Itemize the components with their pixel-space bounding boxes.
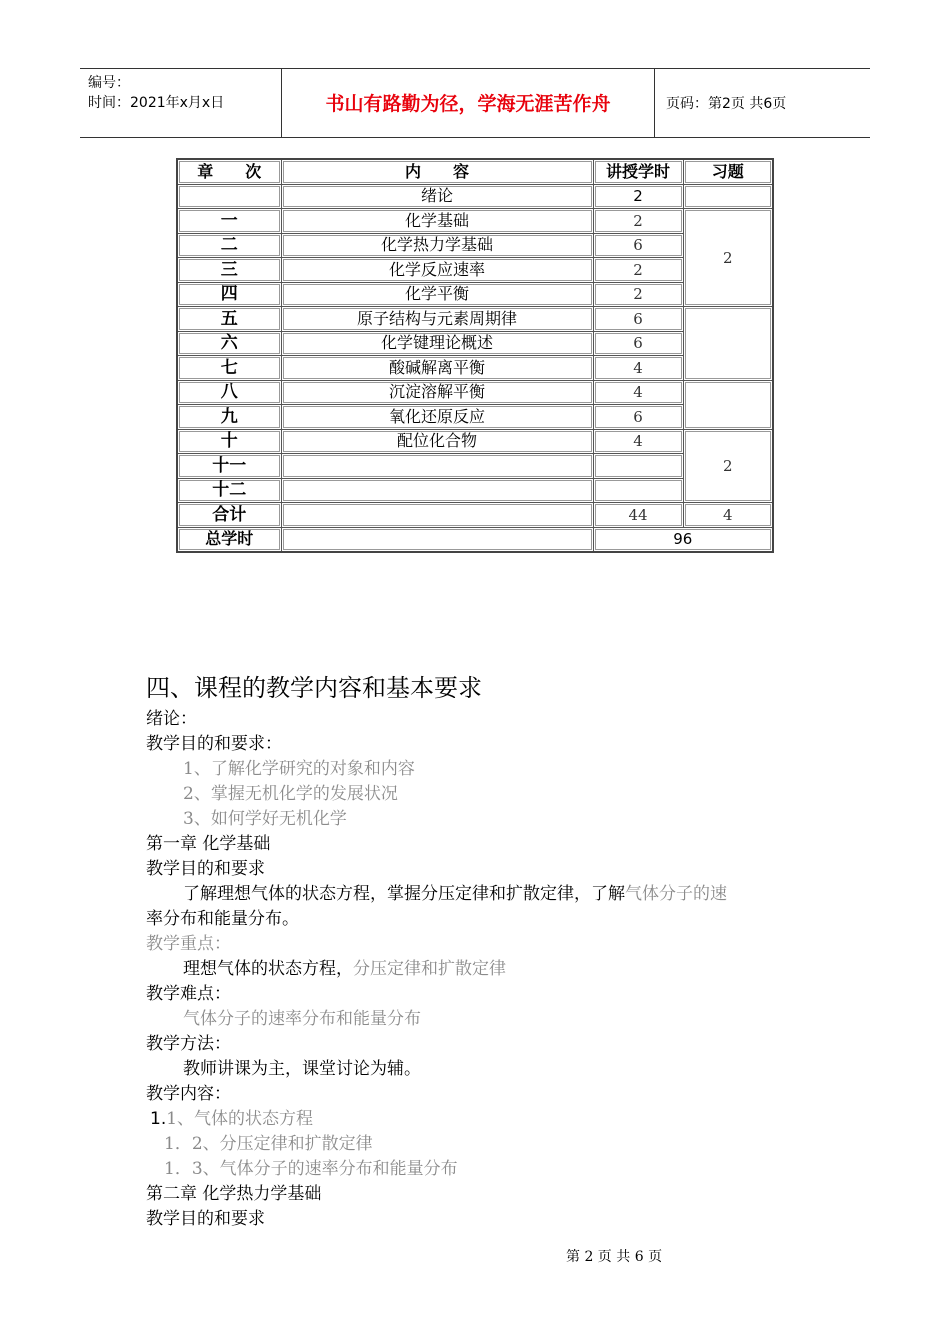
table-row: [177, 209, 773, 234]
key-points-text: [183, 958, 506, 980]
hours-cell: [593, 454, 683, 479]
exercise-cell: [683, 380, 773, 429]
chapter-cell: 八: [177, 380, 281, 405]
table-row: [177, 184, 773, 209]
table-row: [177, 307, 773, 332]
content-cell: 原子结构与元素周期律: [281, 307, 593, 332]
exercise-cell: 2: [683, 429, 773, 503]
grand-total-row: [177, 527, 773, 552]
intro-label: 绪论：: [146, 709, 197, 729]
hours-cell: 6: [593, 331, 683, 356]
exercise-cell: [683, 184, 773, 209]
header-divider: [654, 69, 655, 137]
difficulty-text: 气体分子的速率分布和能量分布: [183, 1009, 421, 1029]
content-cell: 化学热力学基础: [281, 233, 593, 258]
chapter-cell: 二: [177, 233, 281, 258]
grand-total-label: 总学时: [177, 527, 281, 552]
header-motto: 书山有路勤为径，学海无涯苦作舟: [325, 93, 611, 115]
hours-cell: 6: [593, 233, 683, 258]
aims-label: 教学目的和要求：: [146, 734, 282, 754]
chapter-cell: 九: [177, 405, 281, 430]
method-text: 教师讲课为主，课堂讨论为辅。: [183, 1059, 421, 1079]
chapter1-title: 第一章 化学基础: [146, 834, 271, 854]
content-cell: 绪论: [281, 184, 593, 209]
chapter2-title: 第二章 化学热力学基础: [146, 1184, 322, 1204]
hours-cell: 2: [593, 184, 683, 209]
total-label: 合计: [177, 503, 281, 528]
content-cell: 氧化还原反应: [281, 405, 593, 430]
content-cell: [281, 478, 593, 503]
page-footer: 第 2 页 共 6 页: [566, 1249, 663, 1265]
key-text-main: 理想气体的状态方程，: [183, 959, 353, 979]
time-label: 时间：2021年x月x日: [88, 95, 225, 111]
total-hours: 44: [593, 503, 683, 528]
chapter2-aims-label: 教学目的和要求: [146, 1209, 265, 1229]
chapter1-aims-label: 教学目的和要求: [146, 859, 265, 879]
intro-item: 3、如何学好无机化学: [183, 809, 347, 829]
col-header-exercises: 习题: [683, 159, 773, 184]
chapter1-aims-text: [183, 883, 727, 905]
content-item: 1．3、气体分子的速率分布和能量分布: [164, 1159, 458, 1179]
hours-cell: 2: [593, 258, 683, 283]
col-header-chapter: 章 次: [177, 159, 281, 184]
header-page-label: 页码：第2页 共6页: [666, 96, 787, 112]
intro-item: 1、了解化学研究的对象和内容: [183, 759, 415, 779]
content-cell: 配位化合物: [281, 429, 593, 454]
exercise-cell: 2: [683, 209, 773, 307]
key-points-label: 教学重点：: [146, 934, 231, 954]
content-cell: [281, 527, 593, 552]
content-cell: [281, 454, 593, 479]
content-cell: 酸碱解离平衡: [281, 356, 593, 381]
chapter-cell: [177, 184, 281, 209]
content-item: [150, 1108, 313, 1130]
exercise-cell: [683, 307, 773, 381]
aims-text-main: 了解理想气体的状态方程，掌握分压定律和扩散定律，了解: [183, 884, 625, 904]
content-item-text: 1、气体的状态方程: [166, 1109, 314, 1129]
section-title: 四、课程的教学内容和基本要求: [146, 674, 482, 702]
chapter-cell: 四: [177, 282, 281, 307]
content-item-number: 1.: [150, 1109, 167, 1129]
content-cell: 化学基础: [281, 209, 593, 234]
schedule-table: [176, 158, 774, 553]
page-header: [80, 68, 870, 138]
method-label: 教学方法：: [146, 1034, 231, 1054]
hours-cell: 4: [593, 429, 683, 454]
chapter-cell: 六: [177, 331, 281, 356]
chapter-cell: 一: [177, 209, 281, 234]
content-cell: 化学平衡: [281, 282, 593, 307]
hours-cell: 4: [593, 380, 683, 405]
hours-cell: 2: [593, 282, 683, 307]
col-header-content: 内 容: [281, 159, 593, 184]
hours-cell: 6: [593, 405, 683, 430]
intro-item: 2、掌握无机化学的发展状况: [183, 784, 398, 804]
hours-cell: [593, 478, 683, 503]
table-row: [177, 429, 773, 454]
total-exercises: 4: [683, 503, 773, 528]
number-label: 编号：: [88, 75, 130, 91]
key-text-gray: 分压定律和扩散定律: [353, 959, 506, 979]
content-item: 1．2、分压定律和扩散定律: [164, 1134, 373, 1154]
hours-cell: 4: [593, 356, 683, 381]
difficulty-label: 教学难点：: [146, 984, 231, 1004]
chapter-cell: 十一: [177, 454, 281, 479]
content-cell: 沉淀溶解平衡: [281, 380, 593, 405]
col-header-hours: 讲授学时: [593, 159, 683, 184]
chapter-cell: 三: [177, 258, 281, 283]
chapter-cell: 七: [177, 356, 281, 381]
total-row: [177, 503, 773, 528]
aims-text-gray: 气体分子的速: [625, 884, 727, 904]
content-cell: [281, 503, 593, 528]
grand-total-value: 96: [593, 527, 773, 552]
content-label: 教学内容：: [146, 1084, 231, 1104]
table-row: [177, 380, 773, 405]
hours-cell: 2: [593, 209, 683, 234]
content-cell: 化学键理论概述: [281, 331, 593, 356]
chapter-cell: 十二: [177, 478, 281, 503]
chapter-cell: 五: [177, 307, 281, 332]
content-cell: 化学反应速率: [281, 258, 593, 283]
table-header-row: [177, 159, 773, 184]
hours-cell: 6: [593, 307, 683, 332]
header-meta: [88, 73, 224, 113]
chapter1-aims-text-cont: 率分布和能量分布。: [146, 909, 299, 929]
chapter-cell: 十: [177, 429, 281, 454]
